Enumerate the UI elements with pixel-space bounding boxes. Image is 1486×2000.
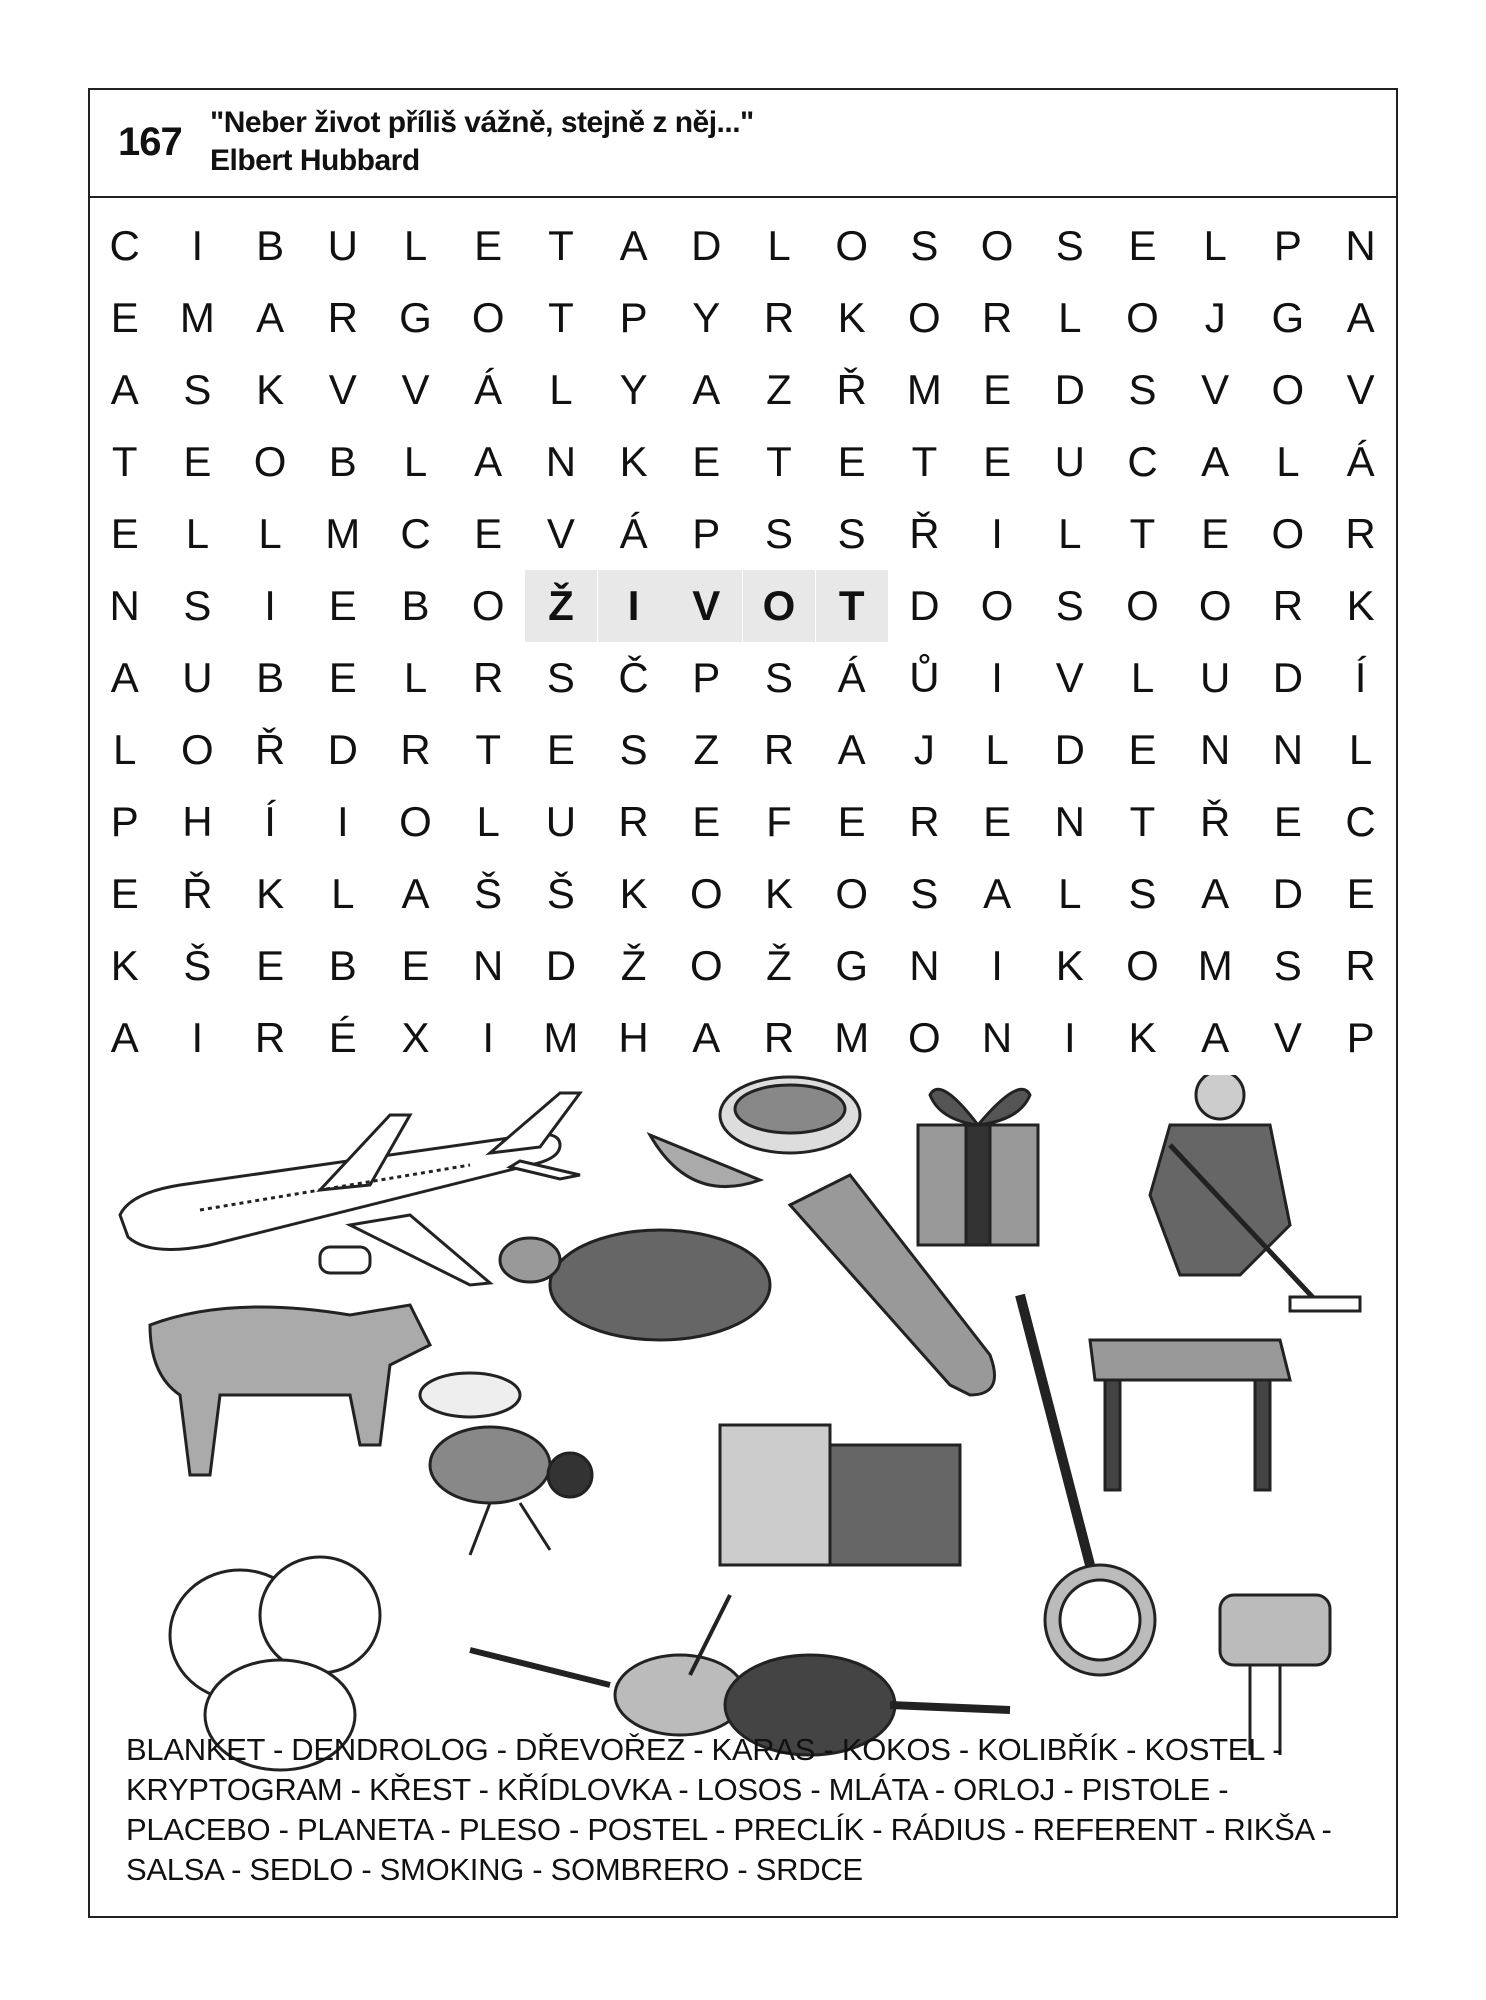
word-list-item: SOMBRERO (550, 1852, 730, 1887)
grid-cell[interactable]: H (182, 798, 213, 845)
grid-cell[interactable]: E (1201, 510, 1230, 557)
grid-cell[interactable]: L (1058, 294, 1082, 341)
grid-cell[interactable]: R (254, 1014, 286, 1061)
grid-cell[interactable]: E (983, 798, 1012, 845)
word-list-item: KRYPTOGRAM (126, 1772, 343, 1807)
grid-cell[interactable]: K (1055, 942, 1084, 989)
word-list-item: RÁDIUS (890, 1812, 1006, 1847)
grid-cell[interactable]: A (692, 1014, 721, 1061)
grid-cell[interactable]: Á (619, 510, 648, 557)
grid-cell[interactable]: A (110, 366, 139, 413)
grid-cell[interactable]: E (837, 438, 866, 485)
grid-cell[interactable]: C (1345, 798, 1376, 845)
grid-cell[interactable]: R (473, 654, 504, 701)
grid-cell[interactable]: O (1126, 294, 1159, 341)
hockey-player-icon (1150, 1075, 1360, 1311)
grid-cell[interactable]: Š (546, 870, 575, 917)
grid-cell[interactable]: E (1128, 726, 1157, 773)
word-list-item: PLANETA (297, 1812, 433, 1847)
grid-cell[interactable]: S (1055, 222, 1084, 269)
word-list (126, 1730, 1376, 1890)
grid-cell[interactable]: T (548, 222, 574, 269)
grid-cell[interactable]: N (1054, 798, 1085, 845)
word-list-item: MLÁTA (828, 1772, 927, 1807)
grid-cell[interactable]: B (256, 654, 285, 701)
word-separator: - (815, 1732, 842, 1767)
grid-cell[interactable]: L (1276, 438, 1300, 485)
grid-cell[interactable]: D (545, 942, 577, 989)
grid-cell[interactable]: B (256, 222, 285, 269)
word-list-item: LOSOS (696, 1772, 802, 1807)
grid-cell[interactable]: T (911, 438, 938, 485)
grid-cell[interactable]: H (618, 1014, 649, 1061)
grid-cell[interactable]: E (983, 366, 1012, 413)
grid-cell[interactable]: R (763, 1014, 795, 1061)
grid-cell[interactable]: A (401, 870, 430, 917)
grid-cell[interactable]: Á (1346, 438, 1375, 485)
grid-cell[interactable]: T (548, 294, 574, 341)
grid-cell[interactable]: E (474, 510, 503, 557)
grid-cell[interactable]: K (1128, 1014, 1157, 1061)
bee-icon (420, 1373, 592, 1555)
grid-cell-highlighted[interactable]: T (816, 570, 888, 642)
grid-cell[interactable]: O (471, 582, 505, 629)
grid-cell[interactable]: Y (619, 366, 648, 413)
grid-cell[interactable]: I (336, 798, 349, 845)
grid-cell[interactable]: E (110, 870, 139, 917)
grid-cell[interactable]: C (109, 222, 140, 269)
word-list-item: BLANKET (126, 1732, 265, 1767)
grid-cell[interactable]: M (1197, 942, 1233, 989)
grid-cell[interactable]: E (474, 222, 503, 269)
grid-cell[interactable]: N (473, 942, 504, 989)
grid-cell[interactable]: P (1273, 222, 1302, 269)
word-list-item: PLACEBO (126, 1812, 271, 1847)
word-separator: - (1005, 1812, 1033, 1847)
grid-cell[interactable]: J (913, 726, 935, 773)
grid-cell[interactable]: I (991, 654, 1003, 701)
grid-cell[interactable]: A (110, 1014, 139, 1061)
grid-cell[interactable]: S (183, 366, 212, 413)
grid-cell[interactable]: N (981, 1014, 1013, 1061)
grid-cell[interactable]: R (763, 294, 795, 341)
word-separator: - (1209, 1772, 1229, 1807)
grid-cell[interactable]: A (110, 654, 139, 701)
grid-cell[interactable]: O (835, 222, 869, 269)
grid-cell[interactable]: A (983, 870, 1012, 917)
grid-cell[interactable]: O (1271, 366, 1305, 413)
grid-cell[interactable]: N (1200, 726, 1231, 773)
grid-cell[interactable]: L (258, 510, 282, 557)
grid-cell[interactable]: N (1345, 222, 1376, 269)
grid-cell[interactable]: U (545, 798, 577, 845)
grid-cell[interactable]: L (985, 726, 1009, 773)
grid-cell[interactable]: Ř (254, 726, 286, 773)
grid-cell[interactable]: O (689, 942, 723, 989)
word-separator: - (1313, 1812, 1332, 1847)
grid-cell[interactable]: D (909, 582, 940, 629)
grid-cell[interactable]: A (692, 366, 721, 413)
grid-cell[interactable]: S (910, 222, 939, 269)
grid-cell[interactable]: Ř (182, 870, 213, 917)
grid-cell[interactable]: Í (1354, 654, 1367, 701)
word-list-item: SALSA (126, 1852, 223, 1887)
grid-cell[interactable]: M (325, 510, 361, 557)
grid-cell[interactable]: D (1054, 726, 1085, 773)
cow-icon (150, 1305, 430, 1475)
grid-cell[interactable]: L (331, 870, 355, 917)
grid-cell[interactable]: G (1271, 294, 1305, 341)
grid-cell[interactable]: V (1201, 366, 1230, 413)
grid-cell[interactable]: Ř (836, 366, 867, 413)
grid-cell-highlighted[interactable]: I (598, 570, 670, 642)
grid-cell[interactable]: O (1126, 582, 1159, 629)
grid-cell[interactable]: P (692, 510, 721, 557)
grid-cell[interactable]: K (619, 870, 648, 917)
grid-cell[interactable]: S (910, 870, 939, 917)
grid-cell[interactable]: S (837, 510, 866, 557)
grid-cell[interactable]: R (400, 726, 431, 773)
puzzle-page (88, 88, 1398, 1918)
grid-cell[interactable]: D (327, 726, 358, 773)
quote-author: Elbert Hubbard (210, 144, 420, 177)
grid-cell[interactable]: P (1346, 1014, 1375, 1061)
grid-cell[interactable]: O (1198, 582, 1232, 629)
grid-cell[interactable]: O (399, 798, 432, 845)
grid-cell[interactable]: S (764, 654, 793, 701)
grid-cell[interactable]: E (110, 510, 139, 557)
word-separator: - (222, 1852, 250, 1887)
word-list-item: KŘEST (369, 1772, 471, 1807)
header (90, 90, 1396, 198)
grid-cell-highlighted[interactable]: V (670, 570, 742, 642)
grid-cell[interactable]: Y (692, 294, 721, 341)
table-icon (1090, 1340, 1290, 1490)
grid-cell[interactable]: Á (837, 654, 866, 701)
grid-cell[interactable]: A (474, 438, 503, 485)
grid-cell[interactable]: E (110, 294, 139, 341)
word-separator: - (684, 1732, 712, 1767)
grid-cell[interactable]: U (327, 222, 358, 269)
grid-cell-highlighted[interactable]: O (743, 570, 815, 642)
grid-cell[interactable]: Č (618, 654, 649, 701)
word-separator: - (1117, 1732, 1145, 1767)
grid-cell[interactable]: M (179, 294, 215, 341)
grid-cell[interactable]: R (1345, 510, 1376, 557)
grid-cell[interactable]: N (1272, 726, 1304, 773)
accordion-icon (720, 1425, 960, 1565)
grid-cell[interactable]: Í (264, 798, 276, 845)
grid-cell[interactable]: Z (766, 366, 792, 413)
grid-cell[interactable]: N (909, 942, 940, 989)
grid-cell[interactable]: U (182, 654, 213, 701)
quote (210, 104, 754, 180)
grid-cell[interactable]: E (692, 438, 721, 485)
word-list-item: SRDCE (755, 1852, 863, 1887)
grid-cell[interactable]: B (328, 438, 357, 485)
grid-cell[interactable]: D (1272, 654, 1304, 701)
grid-cell[interactable]: B (328, 942, 357, 989)
word-list-item: DENDROLOG (291, 1732, 489, 1767)
letter-grid (90, 198, 1396, 1148)
grid-cell[interactable]: P (110, 798, 139, 845)
word-list-item: PRECLÍK (733, 1812, 864, 1847)
grid-cell[interactable]: E (837, 798, 866, 845)
grid-cell[interactable]: G (835, 942, 869, 989)
word-list-item: SMOKING (379, 1852, 524, 1887)
grid-cell[interactable]: O (908, 1014, 941, 1061)
grid-cell[interactable]: E (983, 438, 1012, 485)
grid-cell[interactable]: M (834, 1014, 870, 1061)
word-list-item: KARAS (711, 1732, 816, 1767)
grid-cell[interactable]: O (1271, 510, 1305, 557)
grid-cell[interactable]: Š (183, 942, 212, 989)
word-separator: - (670, 1772, 697, 1807)
grid-cell[interactable]: Ž (620, 942, 647, 989)
grid-cell[interactable]: R (618, 798, 649, 845)
grid-cell[interactable]: Ů (909, 654, 940, 701)
grid-cell[interactable]: O (471, 294, 505, 341)
grid-cell[interactable]: B (401, 582, 430, 629)
word-separator: - (1196, 1812, 1224, 1847)
grid-cell[interactable]: V (1273, 1014, 1302, 1061)
word-separator: - (802, 1772, 829, 1807)
grid-cell[interactable]: P (692, 654, 721, 701)
grid-cell[interactable]: T (475, 726, 502, 773)
grid-cell[interactable]: K (764, 870, 793, 917)
grid-cell[interactable]: O (835, 870, 869, 917)
grid-cell[interactable]: L (185, 510, 210, 557)
word-separator: - (264, 1732, 292, 1767)
grid-cell[interactable]: E (256, 942, 285, 989)
word-list-item: RIKŠA (1223, 1812, 1314, 1847)
grid-cell[interactable]: S (183, 582, 212, 629)
gift-icon (918, 1089, 1038, 1245)
grid-cell[interactable]: U (1200, 654, 1231, 701)
grid-cell[interactable]: O (181, 726, 214, 773)
grid-cell[interactable]: L (549, 366, 573, 413)
word-list-item: KŘÍDLOVKA (496, 1772, 671, 1807)
word-separator: - (706, 1812, 734, 1847)
word-separator: - (342, 1772, 370, 1807)
grid-cell[interactable]: A (1346, 294, 1375, 341)
word-list-item: POSTEL (587, 1812, 707, 1847)
grid-cell[interactable]: L (403, 654, 428, 701)
grid-cell[interactable]: K (1346, 582, 1375, 629)
grid-cell[interactable]: R (327, 294, 358, 341)
grid-cell[interactable]: I (191, 222, 204, 269)
word-separator: - (926, 1772, 954, 1807)
grid-cell[interactable]: L (1348, 726, 1373, 773)
grid-cell[interactable]: C (400, 510, 431, 557)
grid-cell[interactable]: A (1201, 1014, 1230, 1061)
grid-cell[interactable]: I (482, 1014, 495, 1061)
grid-cell[interactable]: O (253, 438, 287, 485)
grid-cell[interactable]: I (191, 1014, 204, 1061)
grid-cell[interactable]: I (991, 942, 1003, 989)
grid-cell[interactable]: D (1054, 366, 1085, 413)
picture-area (90, 1075, 1400, 1820)
grid-cell[interactable]: I (264, 582, 276, 629)
grid-cell[interactable]: L (476, 798, 500, 845)
grid-cell[interactable]: S (619, 726, 648, 773)
grid-cell[interactable]: K (110, 942, 139, 989)
word-list-item: PISTOLE (1081, 1772, 1210, 1807)
grid-cell[interactable]: L (403, 222, 428, 269)
grid-cell[interactable]: E (328, 582, 357, 629)
grid-cell[interactable]: V (1055, 654, 1084, 701)
grid-cell[interactable]: K (619, 438, 648, 485)
grid-cell[interactable]: R (1272, 582, 1304, 629)
grid-cell[interactable]: C (1127, 438, 1158, 485)
grid-cell[interactable]: R (981, 294, 1013, 341)
word-separator: - (863, 1812, 891, 1847)
grid-cell[interactable]: S (764, 510, 793, 557)
word-separator: - (488, 1732, 516, 1767)
word-list-item: SEDLO (249, 1852, 354, 1887)
grid-cell[interactable]: Ř (1200, 798, 1231, 845)
word-separator: - (523, 1852, 551, 1887)
word-separator: - (270, 1812, 298, 1847)
word-list-item: KOKOS (841, 1732, 951, 1767)
grid-cell[interactable]: S (1128, 366, 1157, 413)
word-list-item: ORLOJ (953, 1772, 1056, 1807)
grid-cell[interactable]: D (1272, 870, 1304, 917)
grid-cell[interactable]: J (1204, 294, 1226, 341)
grid-cell[interactable]: V (546, 510, 575, 557)
grid-cell[interactable]: I (1063, 1014, 1076, 1061)
grid-cell[interactable]: R (763, 726, 795, 773)
grid-cell[interactable]: L (1203, 222, 1227, 269)
grid-cell[interactable]: A (256, 294, 285, 341)
grid-cell[interactable]: S (1128, 870, 1157, 917)
grid-cell[interactable]: K (837, 294, 866, 341)
word-separator: - (729, 1852, 756, 1887)
grid-cell[interactable]: G (399, 294, 432, 341)
grid-cell[interactable]: T (1129, 798, 1156, 845)
grid-cell[interactable]: N (109, 582, 140, 629)
grid-cell[interactable]: E (692, 798, 721, 845)
grid-cell[interactable]: L (1058, 510, 1082, 557)
quote-text: "Neber život příliš vážně, stejně z něj..." (210, 106, 754, 139)
grid-cell[interactable]: T (766, 438, 792, 485)
grid-cell[interactable]: E (401, 942, 430, 989)
grid-cell[interactable]: F (766, 798, 792, 845)
grid-cell[interactable]: O (980, 582, 1014, 629)
word-list-item: KOLIBŘÍK (977, 1732, 1118, 1767)
turtle-icon (500, 1230, 770, 1340)
grid-cell[interactable]: A (619, 222, 648, 269)
word-separator: - (560, 1812, 588, 1847)
word-list-item: REFERENT (1032, 1812, 1197, 1847)
word-separator: - (353, 1852, 380, 1887)
grid-cell[interactable]: S (1055, 582, 1084, 629)
puzzle-number: 167 (118, 120, 182, 164)
grid-cell[interactable]: O (908, 294, 941, 341)
grid-cell[interactable]: Ř (909, 510, 940, 557)
grid-cell[interactable]: E (1346, 870, 1375, 917)
grid-cell[interactable]: E (328, 654, 357, 701)
grid-cell[interactable]: S (546, 654, 575, 701)
grid-cell[interactable]: I (991, 510, 1003, 557)
grid-cell[interactable]: X (401, 1014, 430, 1061)
grid-cell[interactable]: O (1126, 942, 1159, 989)
grid-cell[interactable]: Ž (766, 942, 792, 989)
melon-icon (650, 1077, 860, 1187)
grid-cell[interactable]: R (909, 798, 940, 845)
grid-cell[interactable]: U (1054, 438, 1085, 485)
grid-cell[interactable]: D (691, 222, 722, 269)
grid-cell[interactable]: E (1273, 798, 1302, 845)
grid-cell-highlighted[interactable]: Ž (525, 570, 597, 642)
grid-cell[interactable]: L (1058, 870, 1082, 917)
grid-cell[interactable]: O (689, 870, 723, 917)
grid-cell[interactable]: V (1346, 366, 1375, 413)
grid-cell[interactable]: S (1273, 942, 1302, 989)
grid-cell[interactable]: Š (474, 870, 503, 917)
grid-cell[interactable]: A (837, 726, 866, 773)
grid-cell[interactable]: Z (693, 726, 720, 773)
grid-cell[interactable]: T (111, 438, 138, 485)
word-list-item: PLESO (458, 1812, 561, 1847)
grid-cell[interactable]: O (980, 222, 1014, 269)
grid-cell[interactable]: L (1130, 654, 1155, 701)
grid-cell[interactable]: M (543, 1014, 579, 1061)
grid-cell[interactable]: E (546, 726, 575, 773)
grid-cell[interactable]: Á (474, 366, 503, 413)
grid-cell[interactable]: É (328, 1014, 357, 1061)
grid-cell[interactable]: A (1201, 438, 1230, 485)
grid-cell[interactable]: V (401, 366, 430, 413)
grid-cell[interactable]: R (1345, 942, 1376, 989)
grid-cell[interactable]: P (619, 294, 648, 341)
grid-cell[interactable]: A (1201, 870, 1230, 917)
grid-cell[interactable]: E (1128, 222, 1157, 269)
grid-cell[interactable]: N (545, 438, 577, 485)
word-separator: - (950, 1732, 978, 1767)
grid-cell[interactable]: V (328, 366, 357, 413)
pan-icon (470, 1595, 745, 1735)
word-list-item: DŘEVOŘEZ (515, 1732, 685, 1767)
word-separator: - (470, 1772, 497, 1807)
grid-cell[interactable]: M (906, 366, 942, 413)
grid-cell[interactable]: L (767, 222, 791, 269)
grid-cell[interactable]: L (113, 726, 137, 773)
word-list-item: KOSTEL (1144, 1732, 1264, 1767)
grid-cell[interactable]: E (183, 438, 212, 485)
word-separator: - (1055, 1772, 1082, 1807)
word-separator: - (432, 1812, 459, 1847)
grid-cell[interactable]: K (256, 366, 285, 413)
grid-cell[interactable]: K (256, 870, 285, 917)
grid-cell[interactable]: L (403, 438, 428, 485)
grid-cell[interactable]: T (1129, 510, 1156, 557)
word-separator: - (1263, 1732, 1283, 1767)
